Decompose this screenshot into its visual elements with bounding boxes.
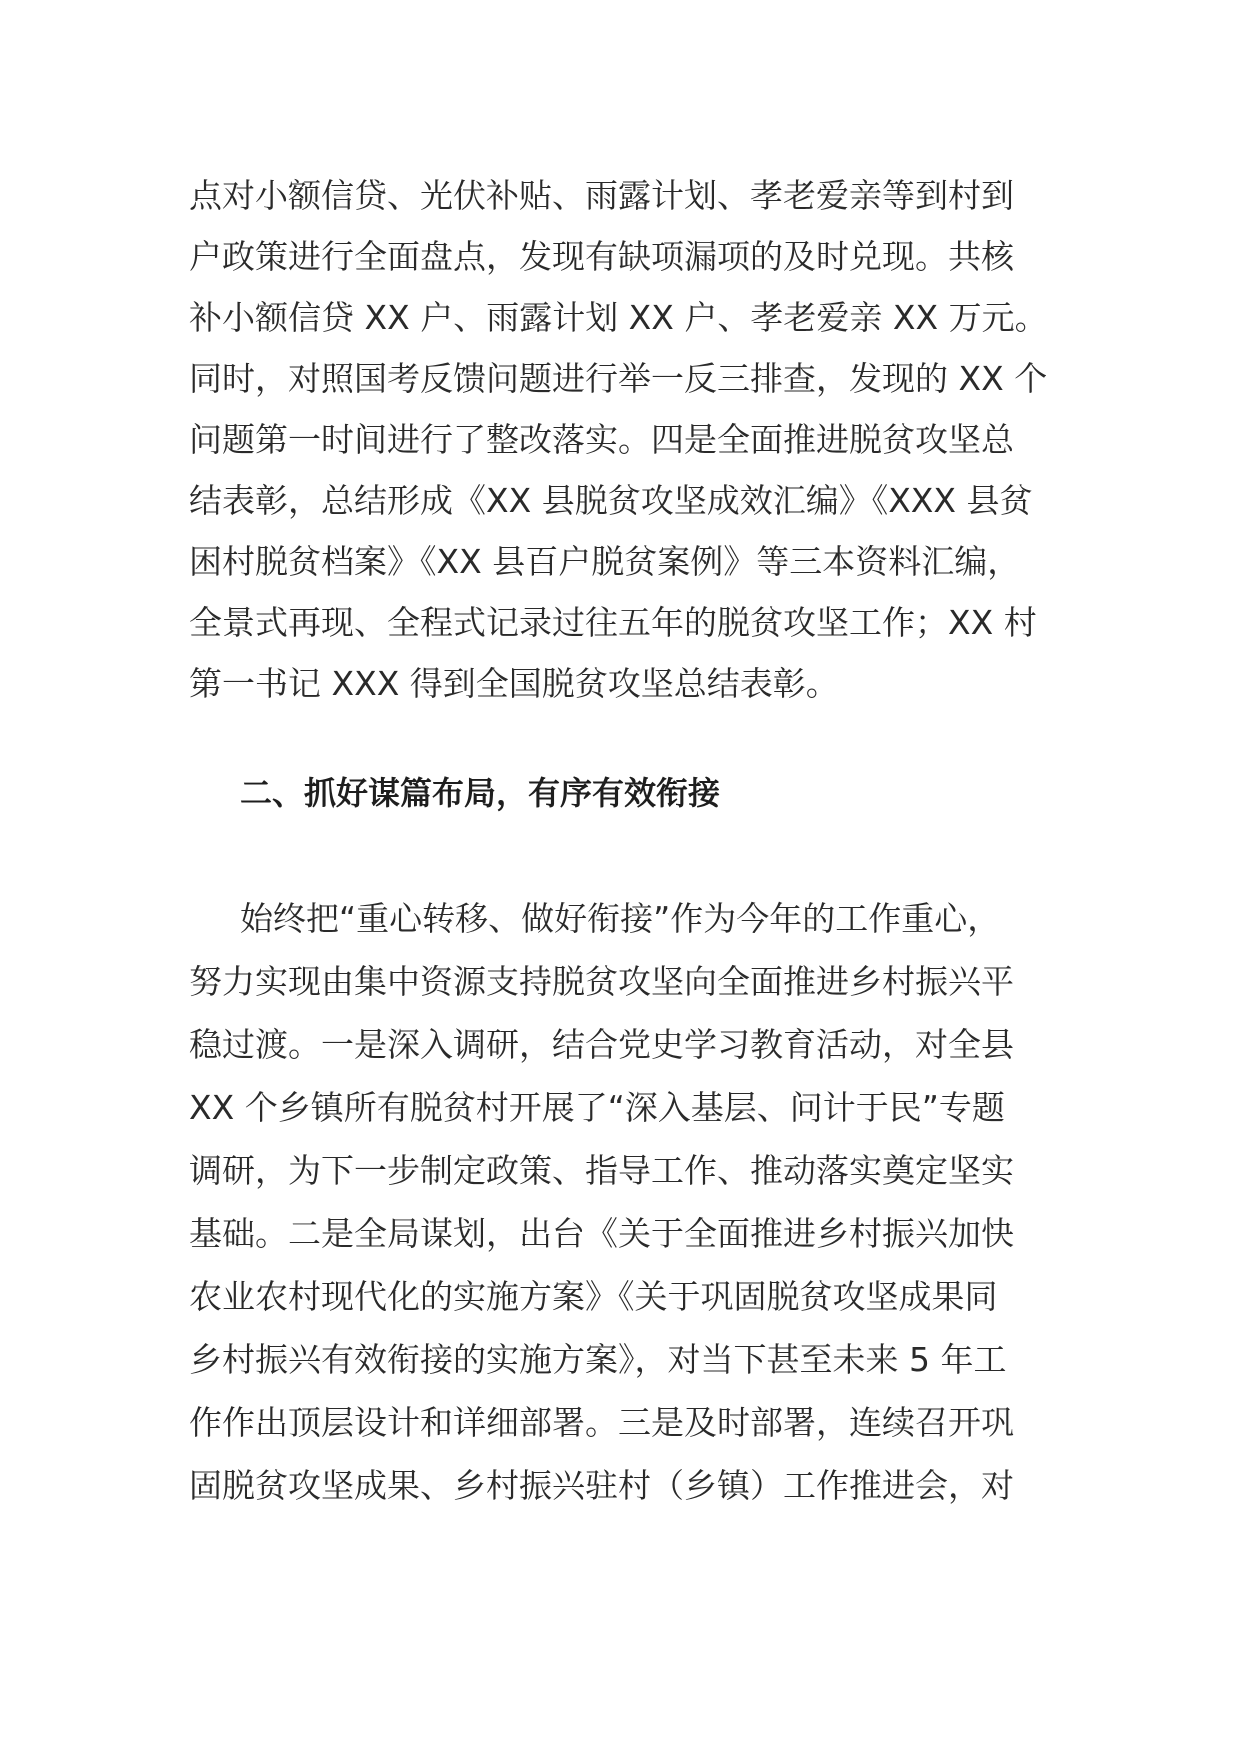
- text-line: 困村脱贫档案》《XX 县百户脱贫案例》等三本资料汇编，: [189, 542, 1021, 581]
- text-line: 调研，为下一步制定政策、指导工作、推动落实奠定坚实: [189, 1151, 1014, 1190]
- text-line: 固脱贫攻坚成果、乡村振兴驻村（乡镇）工作推进会，对: [189, 1466, 1014, 1505]
- text-line: 补小额信贷 XX 户、雨露计划 XX 户、孝老爱亲 XX 万元。: [189, 298, 1048, 337]
- text-line: 基础。二是全局谋划，出台《关于全面推进乡村振兴加快: [189, 1214, 1014, 1253]
- text-line: 点对小额信贷、光伏补贴、雨露计划、孝老爱亲等到村到: [189, 176, 1014, 215]
- text-line: 稳过渡。一是深入调研，结合党史学习教育活动，对全县: [189, 1025, 1014, 1064]
- text-line: 乡村振兴有效衔接的实施方案》，对当下甚至未来 5 年工: [189, 1340, 1007, 1379]
- text-line: XX 个乡镇所有脱贫村开展了“深入基层、问计于民”专题: [189, 1088, 1005, 1127]
- text-line: 第一书记 XXX 得到全国脱贫攻坚总结表彰。: [189, 664, 839, 703]
- text-line: 同时，对照国考反馈问题进行举一反三排查，发现的 XX 个: [189, 359, 1048, 398]
- text-line: 户政策进行全面盘点，发现有缺项漏项的及时兑现。共核: [189, 237, 1014, 276]
- text-line: 全景式再现、全程式记录过往五年的脱贫攻坚工作；XX 村: [189, 603, 1037, 642]
- text-line: 问题第一时间进行了整改落实。四是全面推进脱贫攻坚总: [189, 420, 1014, 459]
- text-line: 始终把“重心转移、做好衔接”作为今年的工作重心，: [240, 899, 1001, 938]
- text-line: 努力实现由集中资源支持脱贫攻坚向全面推进乡村振兴平: [189, 962, 1014, 1001]
- section-heading: 二、抓好谋篇布局，有序有效衔接: [240, 774, 721, 812]
- text-line: 作作出顶层设计和详细部署。三是及时部署，连续召开巩: [189, 1403, 1014, 1442]
- text-line: 农业农村现代化的实施方案》《关于巩固脱贫攻坚成果同: [189, 1277, 998, 1316]
- text-line: 结表彰，总结形成《XX 县脱贫攻坚成效汇编》《XXX 县贫: [189, 481, 1033, 520]
